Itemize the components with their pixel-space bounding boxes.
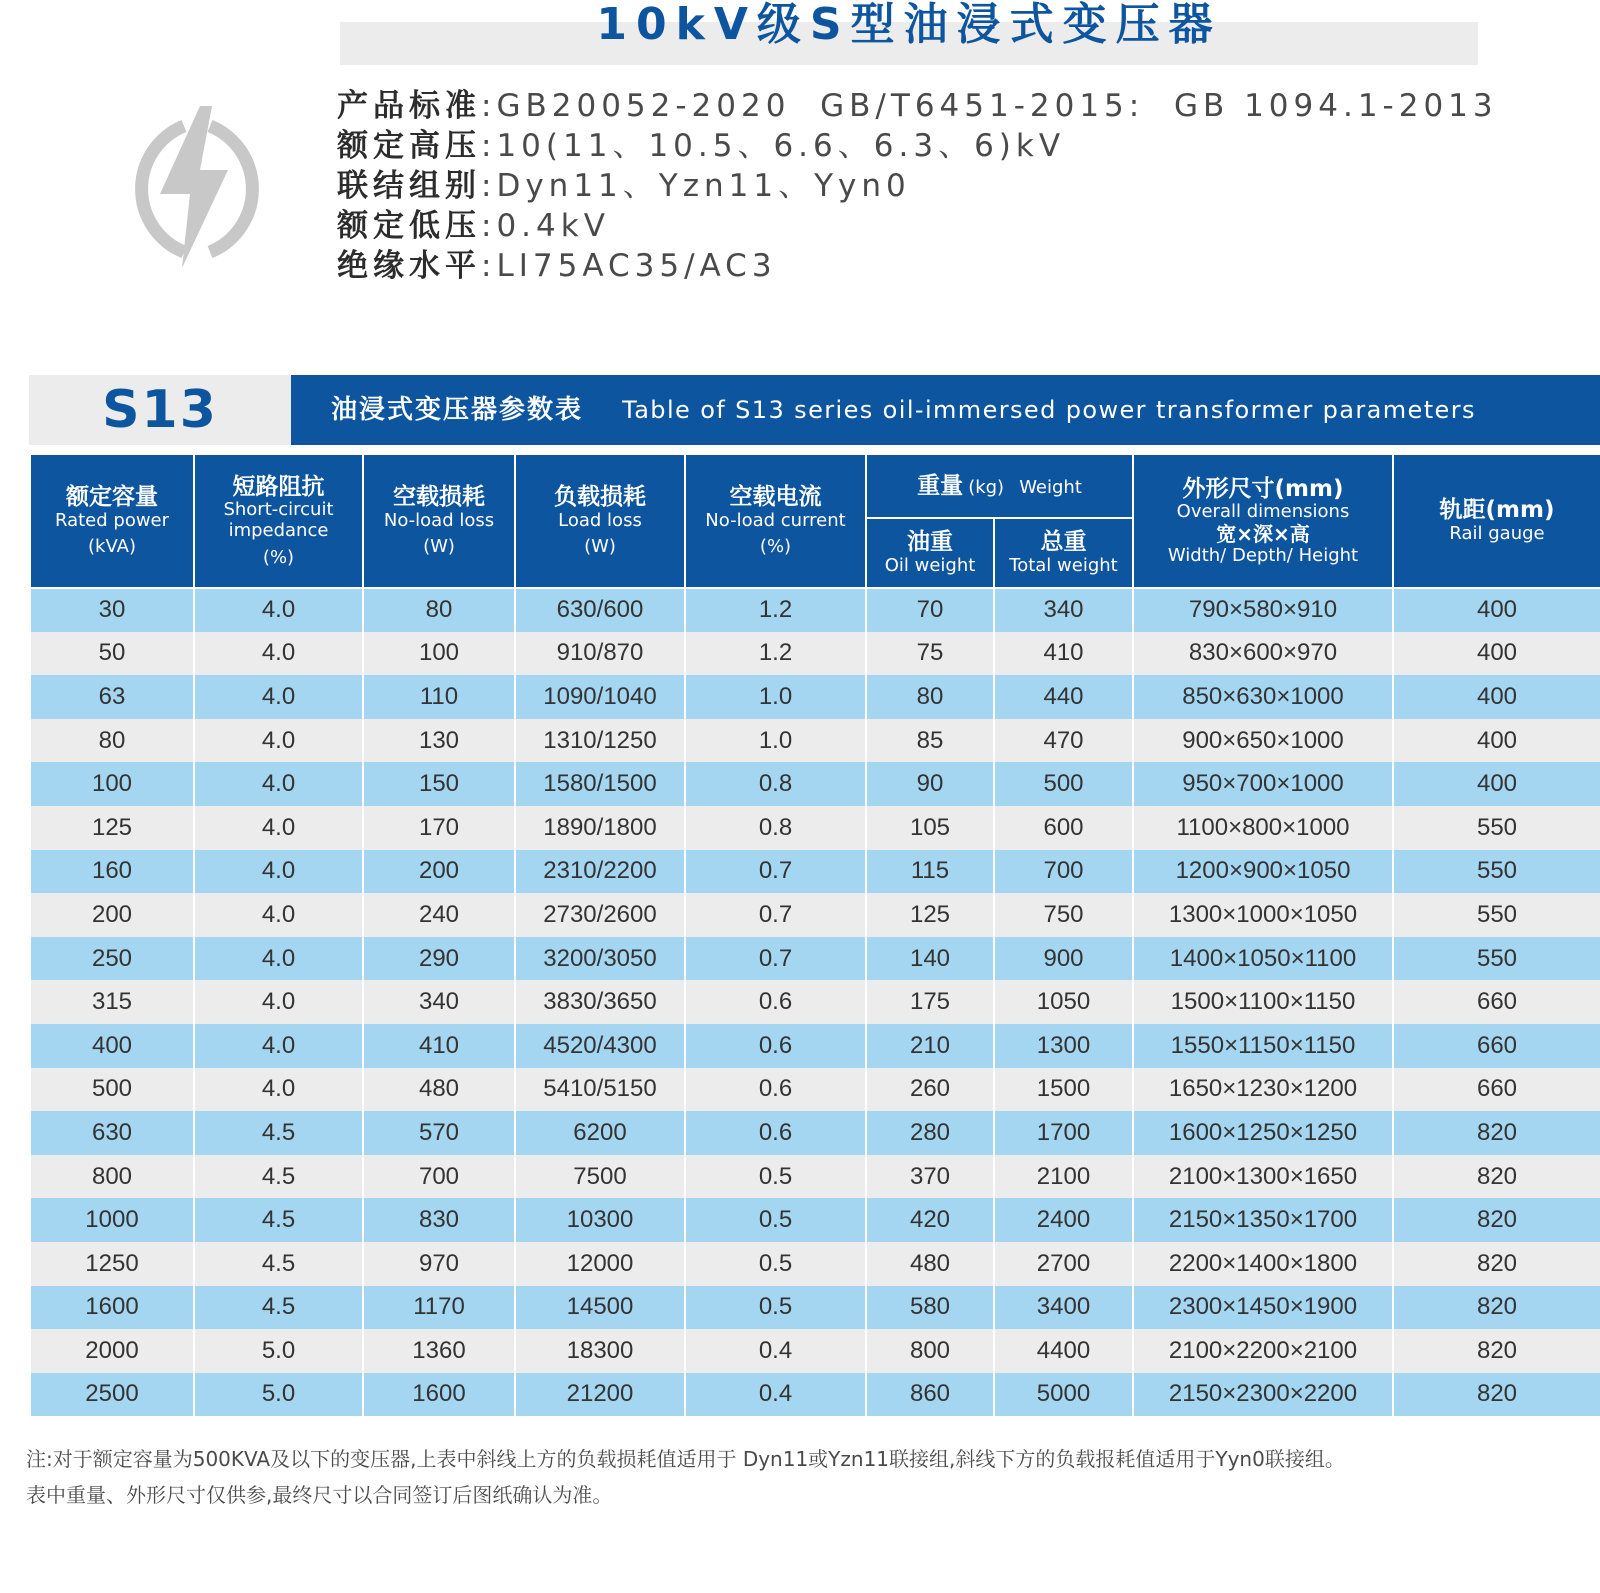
table-cell: 630/600 [515,588,685,632]
table-cell: 820 [1393,1198,1600,1242]
table-cell: 5410/5150 [515,1068,685,1112]
table-cell: 75 [866,632,994,676]
table-cell: 1500 [994,1068,1133,1112]
table-cell: 0.8 [685,762,866,806]
table-cell: 4.0 [194,1068,363,1112]
table-cell: 500 [30,1068,194,1112]
table-cell: 4.5 [194,1198,363,1242]
table-cell: 315 [30,980,194,1024]
table-cell: 0.6 [685,1068,866,1112]
table-cell: 370 [866,1155,994,1199]
table-cell: 5.0 [194,1373,363,1417]
table-cell: 170 [363,806,515,850]
table-cell: 2310/2200 [515,850,685,894]
table-cell: 340 [994,588,1133,632]
table-cell: 0.4 [685,1373,866,1417]
table-row [30,980,1600,1024]
table-cell: 1890/1800 [515,806,685,850]
table-cell: 400 [1393,675,1600,719]
table-cell: 500 [994,762,1133,806]
table-cell: 1550×1150×1150 [1133,1024,1393,1068]
table-cell: 18300 [515,1329,685,1373]
table-title-en: Table of S13 series oil-immersed power transformer parameters [622,396,1476,424]
spec-row-insulation: 绝缘水平:LI75AC35/AC3 [337,248,777,284]
table-cell: 50 [30,632,194,676]
table-cell: 1100×800×1000 [1133,806,1393,850]
footnote-line: 注:对于额定容量为500KVA及以下的变压器,上表中斜线上方的负载损耗值适用于 Dyn11或Yzn11联接组,斜线下方的负载报耗值适用于Yyn0联接组。 [26,1447,1345,1471]
table-row [30,1068,1600,1112]
table-cell: 1.2 [685,588,866,632]
table-cell: 550 [1393,937,1600,981]
lightning-bolt-icon [122,104,272,272]
spec-value: Dyn11、Yzn11、Yyn0 [496,168,911,204]
table-row [30,1024,1600,1068]
page-title: 10kV级S型油浸式变压器 [596,0,1222,50]
table-cell: 80 [363,588,515,632]
table-cell: 1250 [30,1242,194,1286]
table-cell: 850×630×1000 [1133,675,1393,719]
table-cell: 830×600×970 [1133,632,1393,676]
table-cell: 1000 [30,1198,194,1242]
table-cell: 2100×1300×1650 [1133,1155,1393,1199]
table-row [30,762,1600,806]
spec-value: 10(11、10.5、6.6、6.3、6)kV [496,128,1066,164]
table-cell: 140 [866,937,994,981]
table-cell: 4.5 [194,1155,363,1199]
table-title-cn: 油浸式变压器参数表 [331,395,584,425]
table-cell: 3200/3050 [515,937,685,981]
table-cell: 1580/1500 [515,762,685,806]
table-cell: 125 [30,806,194,850]
spec-label: 绝缘水平 [337,248,481,284]
table-cell: 90 [866,762,994,806]
table-cell: 210 [866,1024,994,1068]
spec-label: 联结组别 [337,168,481,204]
table-cell: 910/870 [515,632,685,676]
table-cell: 2300×1450×1900 [1133,1286,1393,1330]
table-cell: 1.0 [685,719,866,763]
table-cell: 600 [994,806,1133,850]
table-cell: 63 [30,675,194,719]
table-row [30,1198,1600,1242]
table-cell: 5.0 [194,1329,363,1373]
table-row [30,806,1600,850]
table-cell: 4.5 [194,1286,363,1330]
table-cell: 200 [30,893,194,937]
table-cell: 2400 [994,1198,1133,1242]
table-row [30,632,1600,676]
table-cell: 6200 [515,1111,685,1155]
spec-row-high-voltage: 额定高压:10(11、10.5、6.6、6.3、6)kV [337,128,1066,164]
table-cell: 4.0 [194,588,363,632]
table-cell: 570 [363,1111,515,1155]
table-cell: 80 [866,675,994,719]
table-cell: 3400 [994,1286,1133,1330]
header-noload-loss: 空载损耗 No-load loss (W) [363,454,515,588]
table-row [30,1286,1600,1330]
table-cell: 750 [994,893,1133,937]
table-cell: 10300 [515,1198,685,1242]
header-weight: 重量 (kg) Weight [866,454,1133,518]
table-cell: 260 [866,1068,994,1112]
table-cell: 2500 [30,1373,194,1417]
header-oil-weight: 油重 Oil weight [866,518,994,588]
table-cell: 2000 [30,1329,194,1373]
table-cell: 0.7 [685,893,866,937]
table-cell: 0.7 [685,850,866,894]
table-cell: 0.6 [685,980,866,1024]
table-cell: 110 [363,675,515,719]
spec-row-vector-group: 联结组别:Dyn11、Yzn11、Yyn0 [337,168,911,204]
table-cell: 900×650×1000 [1133,719,1393,763]
table-cell: 3830/3650 [515,980,685,1024]
table-cell: 1310/1250 [515,719,685,763]
table-cell: 175 [866,980,994,1024]
footnote [26,1441,1596,1513]
table-cell: 4.0 [194,632,363,676]
spec-row-low-voltage: 额定低压:0.4kV [337,208,610,244]
table-cell: 1300 [994,1024,1133,1068]
table-row [30,1373,1600,1417]
table-cell: 4.0 [194,806,363,850]
table-cell: 0.5 [685,1286,866,1330]
table-cell: 130 [363,719,515,763]
table-cell: 1200×900×1050 [1133,850,1393,894]
spec-label: 额定高压 [337,128,481,164]
table-cell: 4.5 [194,1242,363,1286]
table-cell: 800 [866,1329,994,1373]
model-badge: S13 [29,375,291,445]
table-cell: 970 [363,1242,515,1286]
table-cell: 1300×1000×1050 [1133,893,1393,937]
table-cell: 1700 [994,1111,1133,1155]
table-row [30,937,1600,981]
table-body [30,588,1600,1416]
table-row [30,675,1600,719]
table-cell: 400 [1393,632,1600,676]
table-cell: 100 [363,632,515,676]
table-cell: 0.5 [685,1242,866,1286]
table-title-bar [291,375,1600,445]
table-cell: 0.6 [685,1024,866,1068]
table-cell: 550 [1393,850,1600,894]
table-cell: 1600 [30,1286,194,1330]
table-row [30,588,1600,632]
spec-label: 额定低压 [337,208,481,244]
table-cell: 0.4 [685,1329,866,1373]
table-cell: 820 [1393,1155,1600,1199]
table-cell: 470 [994,719,1133,763]
table-cell: 4.0 [194,850,363,894]
table-cell: 160 [30,850,194,894]
table-cell: 280 [866,1111,994,1155]
table-cell: 2150×2300×2200 [1133,1373,1393,1417]
table-cell: 830 [363,1198,515,1242]
table-cell: 12000 [515,1242,685,1286]
table-cell: 410 [994,632,1133,676]
spec-label: 产品标准 [337,88,481,124]
table-cell: 1050 [994,980,1133,1024]
table-cell: 860 [866,1373,994,1417]
table-cell: 2150×1350×1700 [1133,1198,1393,1242]
table-cell: 550 [1393,806,1600,850]
table-cell: 70 [866,588,994,632]
table-cell: 1500×1100×1150 [1133,980,1393,1024]
table-cell: 4.0 [194,675,363,719]
table-cell: 1400×1050×1100 [1133,937,1393,981]
table-cell: 4.5 [194,1111,363,1155]
table-cell: 2100 [994,1155,1133,1199]
table-cell: 4400 [994,1329,1133,1373]
table-cell: 21200 [515,1373,685,1417]
table-cell: 2700 [994,1242,1133,1286]
spec-value: LI75AC35/AC3 [496,248,777,284]
table-cell: 290 [363,937,515,981]
table-cell: 2200×1400×1800 [1133,1242,1393,1286]
table-cell: 1360 [363,1329,515,1373]
table-row [30,1242,1600,1286]
table-cell: 1650×1230×1200 [1133,1068,1393,1112]
table-cell: 420 [866,1198,994,1242]
table-cell: 480 [363,1068,515,1112]
table-cell: 1600 [363,1373,515,1417]
table-cell: 2730/2600 [515,893,685,937]
header-rail-gauge: 轨距(mm) Rail gauge [1393,454,1600,588]
table-cell: 0.6 [685,1111,866,1155]
table-cell: 700 [363,1155,515,1199]
table-cell: 100 [30,762,194,806]
table-cell: 1170 [363,1286,515,1330]
table-cell: 4.0 [194,893,363,937]
table-cell: 250 [30,937,194,981]
table-cell: 4.0 [194,762,363,806]
table-cell: 240 [363,893,515,937]
table-cell: 400 [1393,762,1600,806]
header-dimensions: 外形尺寸(mm) Overall dimensions 宽×深×高 Width/ Depth/ Height [1133,454,1393,588]
spec-row-standard: 产品标准:GB20052-2020 GB/T6451-2015: GB 1094.1-2013 [337,88,1498,124]
table-cell: 5000 [994,1373,1133,1417]
table-cell: 820 [1393,1373,1600,1417]
table-cell: 4.0 [194,1024,363,1068]
table-cell: 85 [866,719,994,763]
table-row [30,893,1600,937]
spec-value: GB20052-2020 GB/T6451-2015: GB 1094.1-2013 [496,88,1498,124]
table-cell: 700 [994,850,1133,894]
table-cell: 900 [994,937,1133,981]
table-cell: 340 [363,980,515,1024]
table-cell: 1.2 [685,632,866,676]
table-cell: 80 [30,719,194,763]
table-row [30,1329,1600,1373]
table-cell: 820 [1393,1329,1600,1373]
table-cell: 105 [866,806,994,850]
header-load-loss: 负载损耗 Load loss (W) [515,454,685,588]
table-cell: 115 [866,850,994,894]
table-cell: 440 [994,675,1133,719]
table-cell: 4520/4300 [515,1024,685,1068]
table-cell: 4.0 [194,937,363,981]
header-total-weight: 总重 Total weight [994,518,1133,588]
table-cell: 1.0 [685,675,866,719]
table-cell: 0.5 [685,1155,866,1199]
table-cell: 7500 [515,1155,685,1199]
header-noload-current: 空载电流 No-load current (%) [685,454,866,588]
table-row [30,1155,1600,1199]
footnote-line: 表中重量、外形尺寸仅供参,最终尺寸以合同签订后图纸确认为准。 [26,1483,613,1507]
table-cell: 410 [363,1024,515,1068]
table-cell: 1600×1250×1250 [1133,1111,1393,1155]
table-cell: 4.0 [194,980,363,1024]
table-cell: 150 [363,762,515,806]
table-cell: 550 [1393,893,1600,937]
table-cell: 820 [1393,1242,1600,1286]
table-cell: 0.5 [685,1198,866,1242]
table-cell: 125 [866,893,994,937]
table-cell: 630 [30,1111,194,1155]
table-cell: 660 [1393,980,1600,1024]
table-cell: 0.7 [685,937,866,981]
table-cell: 400 [1393,588,1600,632]
table-cell: 820 [1393,1286,1600,1330]
table-row [30,1111,1600,1155]
table-cell: 580 [866,1286,994,1330]
table-cell: 4.0 [194,719,363,763]
table-cell: 200 [363,850,515,894]
header-capacity: 额定容量 Rated power (kVA) [30,454,194,588]
table-row [30,719,1600,763]
table-cell: 400 [1393,719,1600,763]
table-cell: 660 [1393,1024,1600,1068]
header-impedance: 短路阻抗 Short-circuit impedance (%) [194,454,363,588]
table-cell: 800 [30,1155,194,1199]
table-cell: 790×580×910 [1133,588,1393,632]
spec-list [337,86,1498,286]
table-cell: 400 [30,1024,194,1068]
table-cell: 660 [1393,1068,1600,1112]
table-cell: 30 [30,588,194,632]
table-cell: 480 [866,1242,994,1286]
table-row [30,850,1600,894]
table-cell: 820 [1393,1111,1600,1155]
table-cell: 1090/1040 [515,675,685,719]
table-cell: 0.8 [685,806,866,850]
table-cell: 14500 [515,1286,685,1330]
parameter-table [29,453,1600,1416]
table-cell: 950×700×1000 [1133,762,1393,806]
table-cell: 2100×2200×2100 [1133,1329,1393,1373]
spec-value: 0.4kV [496,208,610,244]
